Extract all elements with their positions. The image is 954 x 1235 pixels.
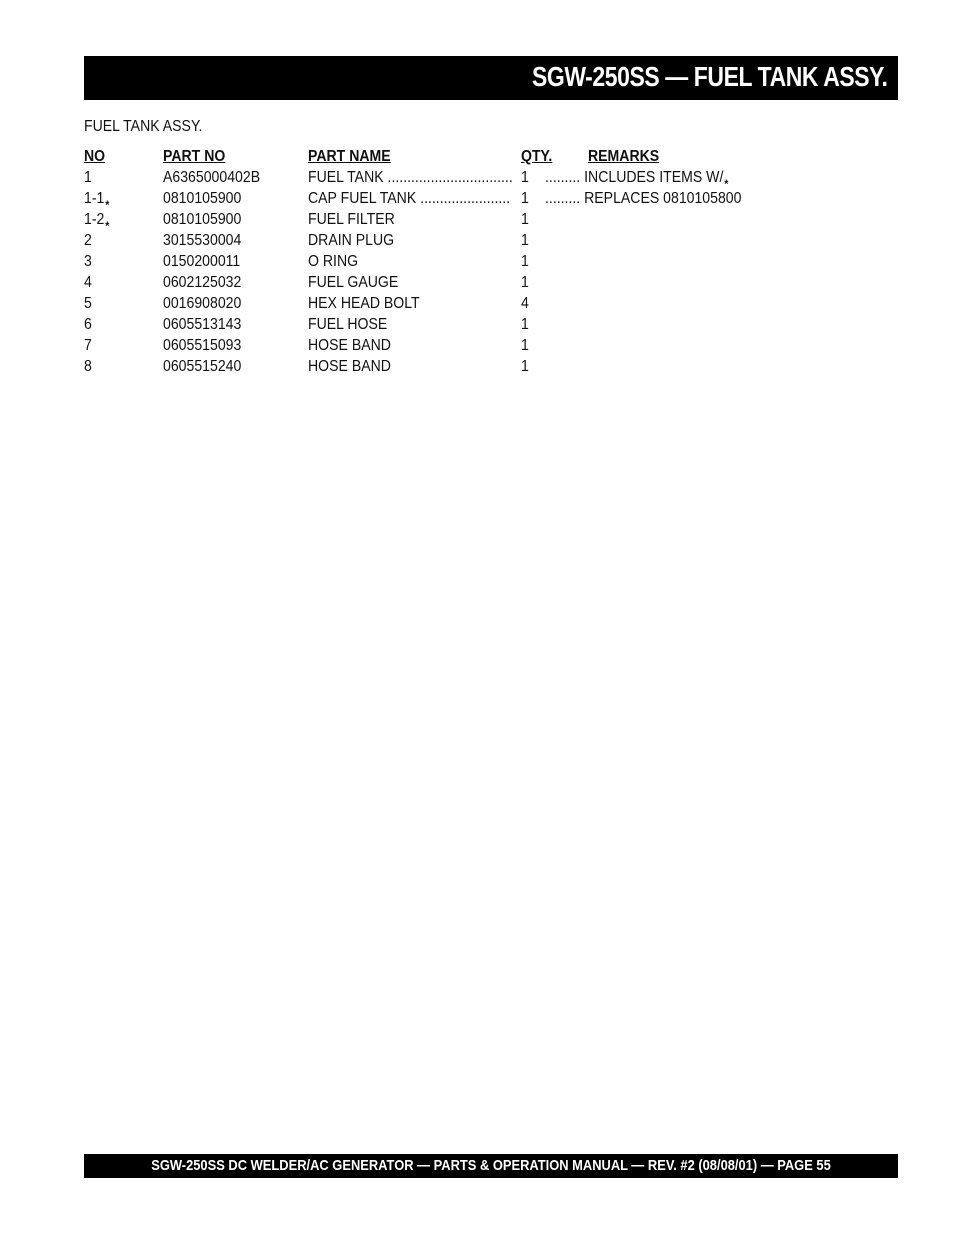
part-number: 0150200011 — [163, 253, 241, 270]
remarks-text: ......... INCLUDES ITEMS W/ — [545, 169, 724, 186]
part-number: 3015530004 — [163, 232, 242, 249]
item-no-text: 1-1 — [84, 190, 105, 207]
item-no — [84, 272, 93, 294]
quantity: 1 — [521, 316, 529, 333]
remarks — [545, 293, 546, 315]
footer-bar — [84, 1154, 898, 1178]
quantity: 1 — [521, 253, 529, 270]
star-marker: * — [724, 177, 729, 191]
part-name-text: HEX HEAD BOLT — [308, 295, 420, 312]
quantity: 1 — [521, 190, 529, 207]
star-marker: * — [105, 219, 110, 233]
item-no-text: 8 — [84, 358, 92, 375]
remarks — [545, 230, 546, 252]
leader-dots: ................................ — [383, 169, 513, 186]
parts-table — [84, 146, 844, 377]
page-title: SGW-250SS — FUEL TANK ASSY. — [532, 61, 888, 92]
remarks — [545, 209, 546, 231]
remarks — [545, 167, 728, 189]
quantity: 4 — [521, 295, 529, 312]
part-name — [308, 356, 391, 377]
quantity: 1 — [521, 337, 529, 354]
part-name — [308, 209, 395, 230]
quantity: 1 — [521, 169, 529, 186]
remarks — [545, 356, 546, 378]
item-no — [84, 251, 93, 273]
table-row — [84, 335, 844, 356]
column-header-remarks: REMARKS — [588, 148, 660, 165]
column-header-qty: QTY. — [521, 148, 553, 165]
part-name — [308, 335, 391, 356]
column-header-part-no: PART NO — [163, 148, 226, 165]
part-name — [308, 251, 358, 272]
item-no-text: 1 — [84, 169, 92, 186]
part-name-text: DRAIN PLUG — [308, 232, 395, 249]
part-name — [308, 230, 394, 251]
table-row — [84, 188, 844, 212]
section-label: FUEL TANK ASSY. — [84, 118, 203, 135]
part-name-text: FUEL HOSE — [308, 316, 388, 333]
remarks-text: ......... REPLACES 0810105800 — [545, 190, 742, 207]
table-body — [84, 167, 844, 377]
part-name-text: O RING — [308, 253, 359, 270]
item-no-text: 1-2 — [84, 211, 105, 228]
quantity: 1 — [521, 274, 529, 291]
remarks — [545, 188, 742, 210]
part-number: 0605513143 — [163, 316, 242, 333]
table-row — [84, 167, 844, 191]
quantity: 1 — [521, 211, 529, 228]
part-name — [308, 293, 420, 314]
remarks — [545, 272, 546, 294]
part-number: 0810105900 — [163, 190, 242, 207]
item-no — [84, 209, 109, 231]
quantity: 1 — [521, 358, 529, 375]
table-row — [84, 251, 844, 272]
part-name-text: FUEL TANK — [308, 169, 384, 186]
quantity: 1 — [521, 232, 529, 249]
part-name-text: HOSE BAND — [308, 358, 391, 375]
part-number: A6365000402B — [163, 169, 261, 186]
leader-dots: ....................... — [416, 190, 511, 207]
part-name — [308, 188, 510, 209]
item-no — [84, 293, 93, 315]
column-header-part-name: PART NAME — [308, 148, 391, 165]
item-no-text: 2 — [84, 232, 92, 249]
remarks — [545, 314, 546, 336]
part-number: 0605515093 — [163, 337, 242, 354]
item-no-text: 3 — [84, 253, 92, 270]
remarks — [545, 335, 546, 357]
table-row — [84, 209, 844, 233]
part-name-text: CAP FUEL TANK — [308, 190, 417, 207]
item-no — [84, 188, 109, 210]
item-no — [84, 167, 93, 189]
star-marker: * — [105, 198, 110, 212]
part-number: 0016908020 — [163, 295, 242, 312]
part-number: 0602125032 — [163, 274, 242, 291]
table-row — [84, 230, 844, 251]
part-number: 0810105900 — [163, 211, 242, 228]
page-title-bar — [84, 56, 898, 100]
item-no-text: 5 — [84, 295, 92, 312]
part-number: 0605515240 — [163, 358, 242, 375]
table-row — [84, 314, 844, 335]
column-header-no: NO — [84, 148, 106, 165]
item-no-text: 4 — [84, 274, 92, 291]
item-no — [84, 356, 93, 378]
footer-text: SGW-250SS DC WELDER/AC GENERATOR — PARTS & OPERATION MANUAL — REV. #2 (08/08/01) — PAGE 55 — [151, 1157, 831, 1174]
part-name-text: FUEL FILTER — [308, 211, 395, 228]
remarks — [545, 251, 546, 273]
part-name — [308, 314, 387, 335]
item-no — [84, 335, 93, 357]
item-no-text: 7 — [84, 337, 92, 354]
table-header-row — [84, 146, 844, 167]
table-row — [84, 272, 844, 293]
part-name-text: HOSE BAND — [308, 337, 391, 354]
part-name — [308, 272, 398, 293]
item-no — [84, 314, 93, 336]
table-row — [84, 356, 844, 377]
item-no-text: 6 — [84, 316, 92, 333]
table-row — [84, 293, 844, 314]
part-name — [308, 167, 513, 188]
part-name-text: FUEL GAUGE — [308, 274, 399, 291]
item-no — [84, 230, 93, 252]
